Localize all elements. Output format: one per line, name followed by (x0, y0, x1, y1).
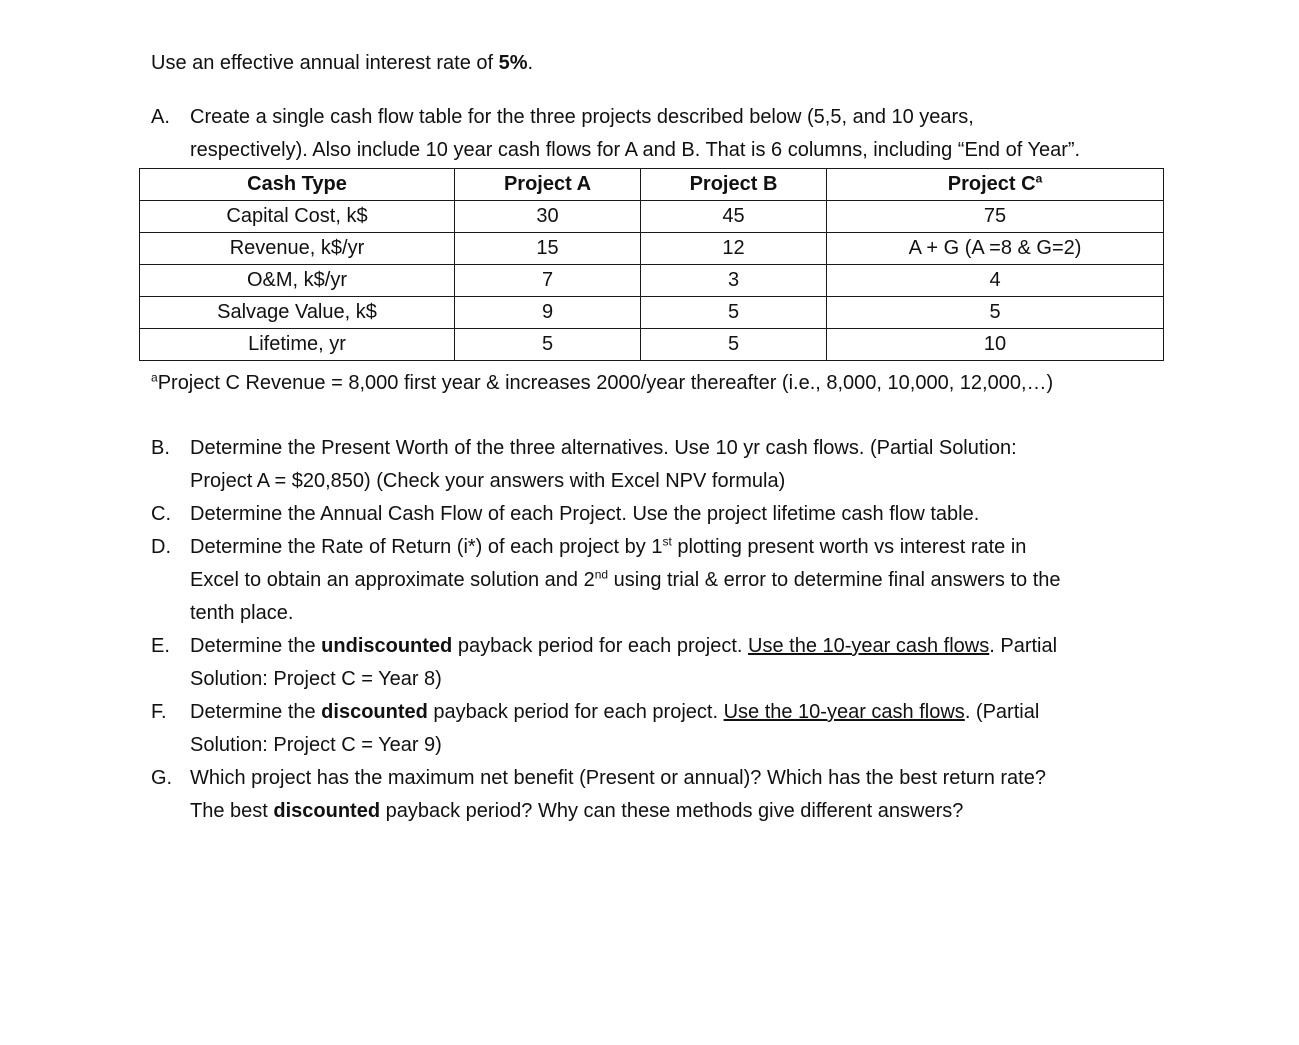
cash-flow-table (139, 168, 1164, 361)
part-c-letter: C. (151, 503, 171, 525)
header-project-a: Project A (455, 169, 641, 201)
header-project-c: Project $C^a$ (827, 169, 1164, 201)
table-row: Capital Cost, k$ 30 45 75 (140, 201, 1164, 233)
table-row: Revenue, k$/yr 15 12 A + G (A =8 & G=2) (140, 233, 1164, 265)
interest-rate: 5% (498, 52, 528, 74)
table-header-row (140, 169, 1164, 201)
table-row: Lifetime, yr 5 5 10 (140, 329, 1164, 361)
part-g-letter: G. (151, 767, 173, 789)
part-d-letter: D. (151, 536, 171, 558)
table-row: O&M, k$/yr 7 3 4 (140, 265, 1164, 297)
table-row: Salvage Value, k$ 9 5 5 (140, 297, 1164, 329)
part-f-letter: F. (151, 701, 167, 723)
part-a-letter: A. (151, 106, 170, 128)
table-footnote: $^a$Project C Revenue = 8,000 first year & increases 2000/year thereafter (i.e., 8,000, 10,000, 12,000,…) (151, 370, 1054, 394)
part-b-letter: B. (151, 437, 170, 459)
header-project-b: Project B (641, 169, 827, 201)
intro-line: Use an effective annual interest rate of 5%. (151, 52, 534, 74)
part-e-letter: E. (151, 635, 170, 657)
document-page: Use an effective annual interest rate of 5%. A. Create a single cash flow table for the three projects described below (5,5, and 10 years, respectively). Also include 10 year cash flows for A and B. That is 6 columns, including “End of Year”. Cash Type Project A Project B Project $C^a$ Capital Cost, k$ 30 45 75 Revenue, k$/yr 15 12 A + G (A =8 & G=2) O&M, k$/yr 7 3 4 Salvage Value, k$ 9 5 5 Lifetime, yr 5 5 10 $^a$Project C Revenue = 8,000 first year & increases 2000/year thereafter (i.e., 8,000, 10,000, 12,000,…) B. Determine the Present Worth of the three alternatives. Use 10 yr cash flows. (Partial Solution: Project A = $20,850) (Check your answers with Excel NPV formula) C. Determine the Annual Cash Flow of each Project. Use the project lifetime cash flow table. D. Determine the Rate of Return (i*) of each project by 1st plotting present worth vs interest rate in Excel to obtain an approximate solution and 2nd using trial & error to determine final answers to the tenth place. E. Determine the undiscounted payback period for each project. Use the 10-year cash flows. Partial Solution: Project C = Year 8) F. Determine the discounted payback period for each project. Use the 10-year cash flows. (Partial Solution: Project C = Year 9) G. Which project has the maximum net benefit (Present or annual)? Which has the best return rate? The best discounted payback period? Why can these methods give different answers? (0, 0, 1299, 1045)
header-cash-type: Cash Type (140, 169, 455, 201)
